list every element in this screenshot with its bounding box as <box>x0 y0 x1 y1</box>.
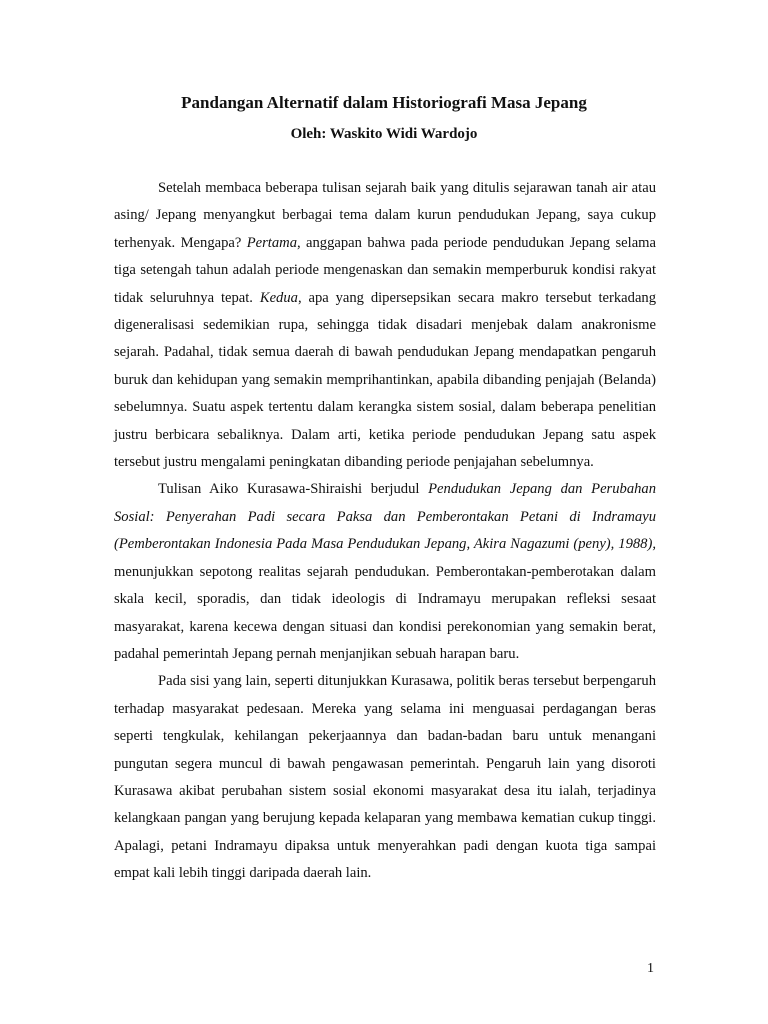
body-paragraph-3 <box>114 668 656 887</box>
document-author: Oleh: Waskito Widi Wardojo <box>290 126 478 142</box>
page-number: 1 <box>647 961 654 976</box>
text-run: menunjukkan sepotong realitas sejarah pendudukan. Pemberontakan-pemberotakan dalam skala kecil, sporadis, dan tidak ideologis di Indramayu merupakan refleksi sesaat masyarakat, karena kecewa dengan situasi dan kondisi perekonomian yang semakin berat, padahal pemerintah Jepang pernah menjanjikan sebuah harapan baru. <box>114 563 656 662</box>
document-body <box>114 175 656 888</box>
text-run: , anggapan bahwa pada periode pendudukan Jepang selama tiga setengah tahun adalah periode mengenaskan dan semakin memperburuk kondisi rakyat tidak seluruhnya tepat. <box>114 234 657 306</box>
italic-text-run: Pendudukan Jepang dan Perubahan Sosial: Penyerahan Padi secara Paksa dan Pemberontakan Petani di Indramayu (Pemberontakan Indonesia Pada Masa Pendudukan Jepang, Akira Nagazumi (peny), 1988), <box>114 481 657 553</box>
text-run: Tulisan Aiko Kurasawa-Shiraishi berjudul <box>158 481 429 498</box>
italic-text-run: Kedua <box>259 289 298 306</box>
text-run: , apa yang dipersepsikan secara makro tersebut terkadang digeneralisasi sedemikian rupa, sehingga tidak disadari menjebak dalam anakronisme sejarah. Padahal, tidak semua daerah di bawah pendudukan Jepang mendapatkan pengaruh buruk dan kehidupan yang semakin memprihantinkan, apabila dibanding penjajah (Belanda) sebelumnya. Suatu aspek tertentu dalam kerangka sistem sosial, dalam beberapa penelitian justru berbicara sebaliknya. Dalam arti, ketika periode pendudukan Jepang satu aspek tersebut justru mengalami peningkatan dibanding periode penjajahan sebelumnya. <box>114 289 657 471</box>
text-run: Pada sisi yang lain, seperti ditunjukkan Kurasawa, politik beras tersebut berpengaruh terhadap masyarakat pedesaan. Mereka yang selama ini menguasai perdagangan beras seperti tengkulak, kehilangan pekerjaannya dan badan-badan baru untuk menangani pungutan segera muncul di bawah pengawasan pemerintah. Pengaruh lain yang disoroti Kurasawa akibat perubahan sistem sosial ekonomi masyarakat desa itu ialah, terjadinya kelangkaan pangan yang berujung kepada kelaparan yang membawa kematian cukup tinggi. Apalagi, petani Indramayu dipaksa untuk menyerahkan padi dengan kuota tiga sampai empat kali lebih tinggi daripada daerah lain. <box>114 673 656 882</box>
body-paragraph-1 <box>114 175 656 476</box>
body-paragraph-2 <box>114 476 656 668</box>
italic-text-run: Pertama <box>246 234 297 251</box>
document-title: Pandangan Alternatif dalam Historiografi Masa Jepang <box>181 93 587 112</box>
text-run: Setelah membaca beberapa tulisan sejarah baik yang ditulis sejarawan tanah air atau asing/ Jepang menyangkut berbagai tema dalam kurun pendudukan Jepang, saya cukup terhenyak. Mengapa? <box>114 180 656 251</box>
